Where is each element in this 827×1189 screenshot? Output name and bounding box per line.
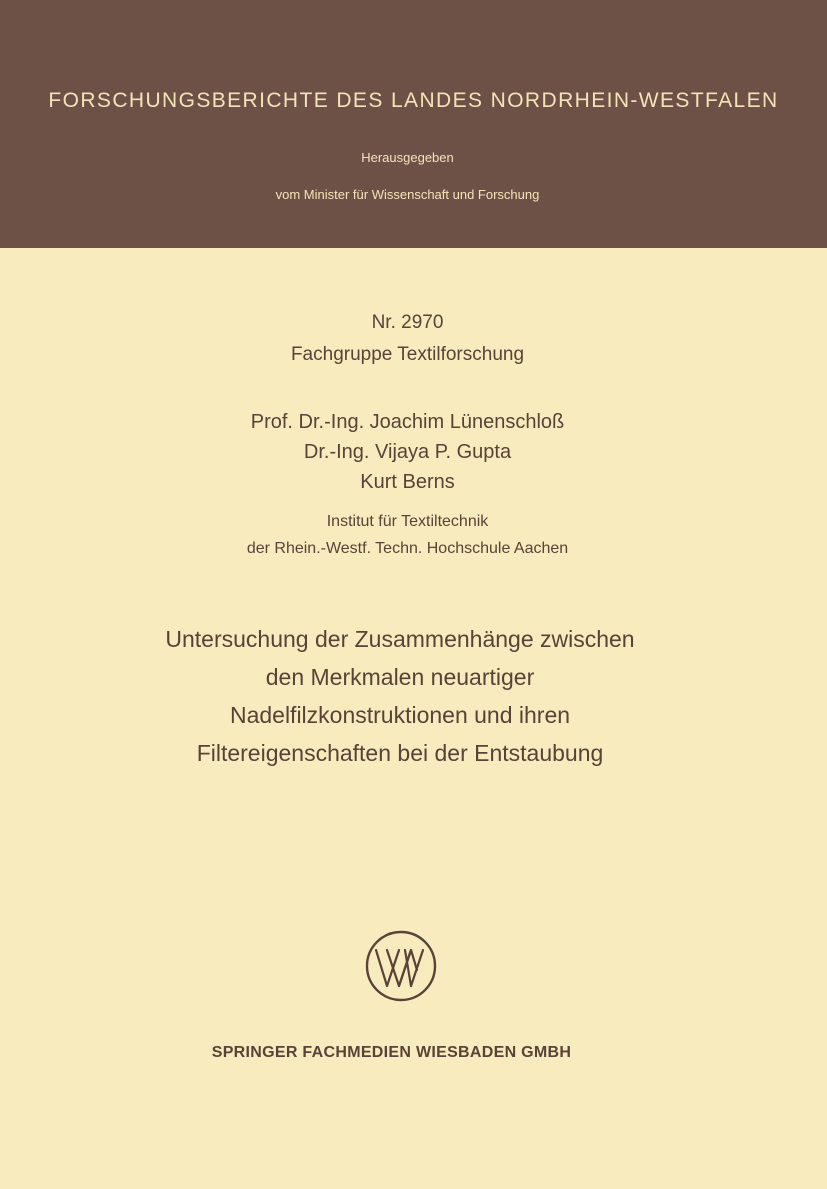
institute-line-1: Institut für Textiltechnik [326, 513, 489, 530]
book-title-line: den Merkmalen neuartiger [265, 664, 535, 690]
author-2: Dr.-Ing. Vijaya P. Gupta [303, 441, 512, 463]
book-title-line: Untersuchung der Zusammenhänge zwischen [165, 626, 635, 652]
author-1: Prof. Dr.-Ing. Joachim Lünenschloß [250, 411, 565, 433]
header-band [0, 0, 827, 248]
institute-line-2: der Rhein.-Westf. Techn. Hochschule Aachen [246, 540, 569, 557]
edited-label: Herausgegeben [361, 150, 454, 165]
report-group: Fachgruppe Textilforschung [290, 344, 525, 365]
author-3: Kurt Berns [360, 471, 455, 493]
report-number: Nr. 2970 [371, 312, 444, 333]
book-title [0, 620, 800, 772]
editor-line: vom Minister für Wissenschaft und Forschung [275, 187, 540, 202]
book-title-line: Nadelfilzkonstruktionen und ihren [229, 702, 571, 728]
springer-vs-logo-icon [365, 930, 437, 1002]
book-title-line: Filtereigenschaften bei der Entstaubung [196, 740, 604, 766]
publisher-name: SPRINGER FACHMEDIEN WIESBADEN GMBH [211, 1044, 572, 1061]
series-title: FORSCHUNGSBERICHTE DES LANDES NORDRHEIN-WESTFALEN [48, 89, 779, 112]
